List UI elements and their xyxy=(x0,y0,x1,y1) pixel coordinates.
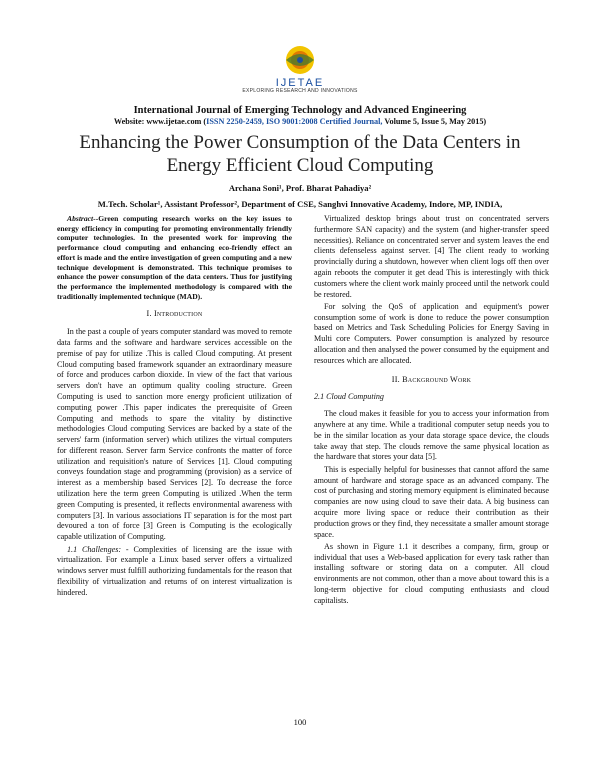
section-heading-background: II. Background Work xyxy=(391,374,472,384)
volume-text: Volume 5, Issue 5, May 2015) xyxy=(382,117,487,126)
paper-title: Enhancing the Power Consumption of the Data Centers in Energy Efficient Cloud Computing xyxy=(79,132,521,176)
issn-text: ISSN 2250-2459, ISO 9001:2008 Certified Journal, xyxy=(206,117,383,126)
logo-emblem-icon xyxy=(286,46,314,74)
background-paragraph-3: As shown in Figure 1.1 it describes a company, firm, group or individual that uses a Web-based application for every task rather than installing software or storing data on a computer. All cloud environments are not common, other than a move about toward this is a long-term objective for cloud computing enthusiasts and cloud capitalists. xyxy=(314,541,549,605)
paper-authors: Archana Soni¹, Prof. Bharat Pahadiya² xyxy=(228,183,372,193)
ijetae-logo xyxy=(258,38,342,104)
intro-paragraph: In the past a couple of years computer standard was moved to remote data farms and the software and hardware services accessible on the premise of pay for utilize .This is called Cloud computing. At present Cloud computing based framework squander an extraordinary measure of force and produces carbon dioxide. In view of the fact that various servers don't have an optimum quality cooling structure. Green Computing is used to sanction more energy proficient utilization of computing power .This paper indicates the prerequisite of Green Computing and methods to spare the vitality by distinctive methodologies Cloud computing Services are backed by a state of the servers' farm (information server) which utilizes the virtual computers for different reason. Server farm Service confronts the matter of force utilization and requisition's nature of Services [1]. Cloud computing conveys foundation stage and programming (provision) as a service of interest as a membership based Services [2]. To decrease the force utilization here the term green Computing is utilized .When the term green Computing is presented, it reflects environmental awareness with computers [3]. In various associations IT separation is for the most part devoured a ton of force [3] Green is Computing is the ecologically capable utilization of Computing. xyxy=(57,327,292,542)
qos-paragraph: For solving the QoS of application and equipment's power consumption some of work is done to reduce the power consumption based on Metrics and Task Scheduling Policies for Energy Saving in Multi core Computers. Power consumption is analyzed by resource allocation and then analysed the power consumed by the equipment and resources which are allocated. xyxy=(314,301,549,365)
paper-affiliation: M.Tech. Scholar¹, Assistant Professor², Department of CSE, Sanghvi Innovative Academy, Indore, MP, INDIA, xyxy=(97,199,503,209)
website-label: Website: www.ijetae.com ( xyxy=(113,117,207,126)
background-paragraph-1: The cloud makes it feasible for you to access your information from anywhere at any time. While a traditional computer setup needs you to be in the similar location as your data storage space device, the clouds take away that step. The clouds remove the same physical location as the hardware that stores your data [5]. xyxy=(314,409,549,462)
abstract-label: Abstract xyxy=(67,214,94,223)
section-heading-introduction: I. Introduction xyxy=(146,309,203,319)
subsection-heading-cloud: 2.1 Cloud Computing xyxy=(314,392,384,402)
background-paragraph-2: This is especially helpful for businesses that cannot afford the same amount of hardware and storage space as an advanced company. The cost of purchasing and storing memory equipment is eliminated because companies are now using cloud to save their data. A big business can acquire more living space or reduce their contribution as their production grows or they find, they necessitate a smaller amount storage space. xyxy=(314,464,549,539)
abstract xyxy=(57,214,292,301)
challenges-label: 1.1 Challenges: xyxy=(67,544,122,554)
journal-name: International Journal of Emerging Technology and Advanced Engineering xyxy=(133,105,467,116)
journal-website-line xyxy=(0,117,600,126)
challenges-paragraph xyxy=(57,545,292,599)
page-number: 100 xyxy=(293,717,307,727)
virtualization-paragraph: Virtualized desktop brings about trust on concentrated servers furthermore SAN capacity) and the system (and higher-transfer speed necessities). Reliance on concentrated server and system leaves the end clients defenseless against server. [4] The client ready to working provincially during a shutdown, however when client logs off then over again reboots the computer it get dead This is interestingly with thick customers where the client work mainly proceed until the network could be restored. xyxy=(314,214,549,299)
right-column xyxy=(314,214,549,608)
abstract-text: --Green computing research works on the key issues to energy efficiency in computing for promoting environmentally friendly computer technologies. In the presented work for improving the performance cloud computing and enhancing eco-friendly effect an effort is made and the entire investigation of green computing and a new technique development is demonstrated. This technique promises to enhance the power consumption of the data centers. Thus for justifying the performance the implemented methodology is compared with the traditionally implemented technique (MAD). xyxy=(57,214,292,301)
left-column xyxy=(57,214,292,600)
challenges-text: - Complexities of licensing are the issue with virtualization. For example a Linux based server offers a virtualized windows server must fulfill authorizing fundamentals for the reason that flexibility of virtualization and returns of on interest virtualization is hindered. xyxy=(57,544,292,597)
logo-tagline: EXPLORING RESEARCH AND INNOVATIONS xyxy=(242,88,358,94)
logo-text: IJETAE xyxy=(275,77,325,89)
